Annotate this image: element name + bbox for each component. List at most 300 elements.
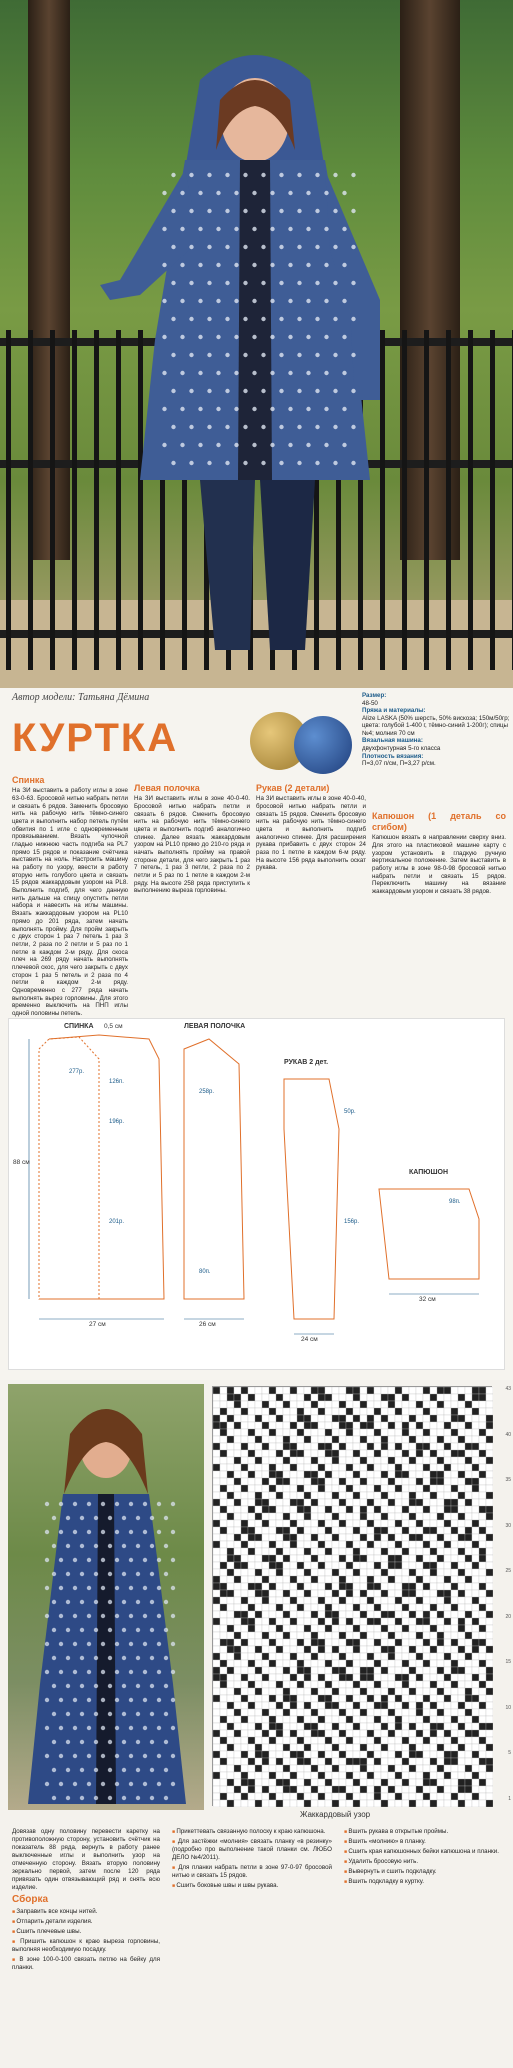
pattern-dot: [108, 1600, 112, 1604]
chart-cell: [241, 1611, 248, 1618]
chart-cell: [472, 1492, 479, 1499]
pattern-dot: [73, 1586, 77, 1590]
chart-cell: [444, 1639, 451, 1646]
chart-cell: [220, 1415, 227, 1422]
pattern-dot: [108, 1712, 112, 1716]
chart-cell: [367, 1597, 374, 1604]
pattern-dot: [216, 227, 220, 231]
chart-cell: [416, 1555, 423, 1562]
pattern-dot: [171, 1642, 175, 1646]
chart-cell: [360, 1611, 367, 1618]
chart-cell: [402, 1639, 409, 1646]
chart-cell: [472, 1499, 479, 1506]
chart-cell: [395, 1779, 402, 1786]
chart-cell: [374, 1667, 381, 1674]
chart-cell: [479, 1457, 486, 1464]
chart-cell: [339, 1695, 346, 1702]
chart-cell: [325, 1618, 332, 1625]
chart-cell: [276, 1471, 283, 1478]
chart-cell: [479, 1758, 486, 1765]
pattern-dot: [189, 389, 193, 393]
chart-cell: [262, 1478, 269, 1485]
chart-cell: [367, 1450, 374, 1457]
chart-cell: [486, 1569, 493, 1576]
chart-cell: [360, 1653, 367, 1660]
chart-cell: [325, 1555, 332, 1562]
chart-cell: [430, 1408, 437, 1415]
chart-cell: [423, 1667, 430, 1674]
chart-cell: [465, 1555, 472, 1562]
chart-cell: [409, 1387, 416, 1394]
chart-cell: [262, 1471, 269, 1478]
chart-cell: [248, 1534, 255, 1541]
chart-cell: [269, 1394, 276, 1401]
chart-cell: [234, 1639, 241, 1646]
chart-cell: [339, 1583, 346, 1590]
chart-cell: [381, 1611, 388, 1618]
chart-cell: [374, 1457, 381, 1464]
chart-cell: [325, 1667, 332, 1674]
chart-cell: [290, 1800, 297, 1807]
chart-cell: [444, 1716, 451, 1723]
chart-cell: [451, 1597, 458, 1604]
chart-cell: [318, 1800, 325, 1807]
chart-cell: [423, 1471, 430, 1478]
chart-cell: [423, 1632, 430, 1639]
chart-cell: [479, 1569, 486, 1576]
chart-cell: [360, 1429, 367, 1436]
chart-cell: [367, 1422, 374, 1429]
pattern-dot: [207, 425, 211, 429]
chart-cell: [409, 1401, 416, 1408]
chart-cell: [409, 1471, 416, 1478]
chart-cell: [290, 1569, 297, 1576]
chart-cell: [409, 1667, 416, 1674]
chart-cell: [304, 1681, 311, 1688]
chart-cell: [304, 1604, 311, 1611]
chart-cell: [283, 1492, 290, 1499]
jacquard-grid: [213, 1387, 493, 1807]
chart-cell: [430, 1436, 437, 1443]
chart-cell: [486, 1597, 493, 1604]
pattern-dot: [80, 1740, 84, 1744]
chart-cell: [472, 1611, 479, 1618]
pattern-dot: [94, 1600, 98, 1604]
pattern-dot: [101, 1530, 105, 1534]
chart-cell: [409, 1779, 416, 1786]
pattern-dot: [45, 1502, 49, 1506]
chart-cell: [318, 1702, 325, 1709]
chart-cell: [458, 1695, 465, 1702]
chart-cell: [430, 1667, 437, 1674]
chart-cell: [283, 1737, 290, 1744]
chart-cell: [437, 1408, 444, 1415]
chart-cell: [318, 1394, 325, 1401]
pattern-dot: [157, 1698, 161, 1702]
chart-cell: [213, 1618, 220, 1625]
chart-cell: [444, 1485, 451, 1492]
chart-cell: [360, 1604, 367, 1611]
pattern-dot: [122, 1572, 126, 1576]
pattern-dot: [150, 1712, 154, 1716]
chart-cell: [262, 1590, 269, 1597]
chart-cell: [248, 1667, 255, 1674]
chart-cell: [437, 1639, 444, 1646]
chart-cell: [332, 1506, 339, 1513]
chart-cell: [241, 1457, 248, 1464]
pattern-dot: [216, 443, 220, 447]
chart-cell: [353, 1611, 360, 1618]
chart-cell: [374, 1751, 381, 1758]
chart-cell: [472, 1394, 479, 1401]
chart-cell: [213, 1611, 220, 1618]
chart-cell: [332, 1394, 339, 1401]
chart-cell: [241, 1695, 248, 1702]
chart-cell: [416, 1618, 423, 1625]
chart-cell: [388, 1793, 395, 1800]
chart-cell: [311, 1723, 318, 1730]
chart-cell: [332, 1555, 339, 1562]
chart-cell: [276, 1485, 283, 1492]
schema-note: 201р.: [109, 1219, 125, 1225]
chart-cell: [472, 1506, 479, 1513]
pattern-dot: [45, 1642, 49, 1646]
chart-cell: [248, 1443, 255, 1450]
chart-cell: [479, 1541, 486, 1548]
chart-cell: [255, 1751, 262, 1758]
chart-cell: [479, 1737, 486, 1744]
chart-cell: [290, 1583, 297, 1590]
chart-cell: [346, 1422, 353, 1429]
chart-cell: [416, 1625, 423, 1632]
chart-cell: [332, 1632, 339, 1639]
chart-cell: [353, 1772, 360, 1779]
chart-cell: [430, 1520, 437, 1527]
chart-cell: [248, 1786, 255, 1793]
chart-cell: [304, 1667, 311, 1674]
chart-cell: [416, 1716, 423, 1723]
chart-cell: [423, 1555, 430, 1562]
chart-cell: [234, 1541, 241, 1548]
chart-cell: [360, 1667, 367, 1674]
chart-cell: [297, 1786, 304, 1793]
chart-cell: [374, 1618, 381, 1625]
chart-cell: [262, 1793, 269, 1800]
chart-cell: [297, 1660, 304, 1667]
chart-cell: [367, 1751, 374, 1758]
chart-cell: [458, 1562, 465, 1569]
chart-cell: [339, 1604, 346, 1611]
chart-cell: [227, 1667, 234, 1674]
chart-cell: [367, 1625, 374, 1632]
chart-cell: [402, 1415, 409, 1422]
chart-cell: [325, 1723, 332, 1730]
chart-cell: [409, 1702, 416, 1709]
chart-cell: [234, 1723, 241, 1730]
chart-cell: [388, 1387, 395, 1394]
pattern-dot: [225, 245, 229, 249]
pattern-dot: [189, 245, 193, 249]
chart-cell: [255, 1422, 262, 1429]
chart-cell: [367, 1800, 374, 1807]
chart-cell: [332, 1485, 339, 1492]
chart-cell: [325, 1576, 332, 1583]
chart-cell: [213, 1674, 220, 1681]
chart-cell: [325, 1716, 332, 1723]
chart-cell: [304, 1499, 311, 1506]
chart-cell: [444, 1450, 451, 1457]
chart-cell: [339, 1534, 346, 1541]
chart-cell: [234, 1758, 241, 1765]
chart-cell: [388, 1555, 395, 1562]
chart-cell: [395, 1639, 402, 1646]
chart-cell: [486, 1576, 493, 1583]
chart-cell: [360, 1541, 367, 1548]
chart-cell: [262, 1667, 269, 1674]
chart-cell: [213, 1723, 220, 1730]
chart-cell: [227, 1415, 234, 1422]
chart-cell: [297, 1772, 304, 1779]
chart-cell: [458, 1709, 465, 1716]
chart-cell: [430, 1772, 437, 1779]
chart-cell: [248, 1450, 255, 1457]
chart-cell: [465, 1604, 472, 1611]
chart-cell: [325, 1408, 332, 1415]
chart-cell: [227, 1443, 234, 1450]
chart-cell: [353, 1485, 360, 1492]
chart-cell: [402, 1688, 409, 1695]
pattern-dot: [143, 1586, 147, 1590]
chart-cell: [437, 1779, 444, 1786]
chart-cell: [213, 1653, 220, 1660]
chart-cell: [430, 1779, 437, 1786]
chart-cell: [234, 1765, 241, 1772]
pattern-dot: [59, 1754, 63, 1758]
chart-cell: [213, 1660, 220, 1667]
chart-cell: [213, 1513, 220, 1520]
chart-cell: [213, 1464, 220, 1471]
chart-cell: [388, 1408, 395, 1415]
chart-cell: [486, 1611, 493, 1618]
chart-cell: [360, 1471, 367, 1478]
chart-cell: [367, 1744, 374, 1751]
chart-cell: [360, 1569, 367, 1576]
list-item: ■ Для планки набрать петли в зоне 97-0-97 бросовой нитью и связать 15 рядов.: [172, 1864, 332, 1880]
chart-cell: [437, 1513, 444, 1520]
chart-cell: [290, 1548, 297, 1555]
chart-cell: [304, 1660, 311, 1667]
chart-cell: [311, 1632, 318, 1639]
chart-cell: [311, 1681, 318, 1688]
chart-cell: [332, 1660, 339, 1667]
chart-cell: [297, 1688, 304, 1695]
pattern-dot: [150, 1628, 154, 1632]
chart-cell: [241, 1464, 248, 1471]
chart-cell: [395, 1716, 402, 1723]
chart-cell: [479, 1590, 486, 1597]
chart-cell: [248, 1506, 255, 1513]
chart-cell: [402, 1576, 409, 1583]
chart-cell: [339, 1674, 346, 1681]
schema-dimension: 27 см: [89, 1321, 106, 1328]
chart-cell: [290, 1408, 297, 1415]
chart-cell: [388, 1639, 395, 1646]
chart-cell: [430, 1744, 437, 1751]
chart-cell: [346, 1555, 353, 1562]
schema-note: 98п.: [449, 1199, 461, 1205]
chart-cell: [437, 1506, 444, 1513]
pattern-dot: [87, 1670, 91, 1674]
pattern-dot: [87, 1502, 91, 1506]
chart-cell: [444, 1765, 451, 1772]
chart-cell: [346, 1786, 353, 1793]
chart-cell: [346, 1744, 353, 1751]
chart-cell: [374, 1611, 381, 1618]
chart-cell: [276, 1667, 283, 1674]
pattern-text-page: [0, 688, 513, 1380]
chart-cell: [416, 1415, 423, 1422]
chart-cell: [304, 1464, 311, 1471]
chart-cell: [402, 1534, 409, 1541]
chart-cell: [269, 1646, 276, 1653]
chart-cell: [486, 1758, 493, 1765]
pattern-dot: [157, 1642, 161, 1646]
chart-cell: [388, 1527, 395, 1534]
chart-cell: [353, 1702, 360, 1709]
pattern-dot: [333, 461, 337, 465]
chart-cell: [430, 1737, 437, 1744]
chart-cell: [269, 1688, 276, 1695]
chart-cell: [444, 1471, 451, 1478]
chart-cell: [248, 1394, 255, 1401]
chart-cell: [325, 1534, 332, 1541]
chart-cell: [353, 1653, 360, 1660]
pattern-dot: [94, 1684, 98, 1688]
chart-cell: [283, 1450, 290, 1457]
chart-cell: [430, 1541, 437, 1548]
chart-cell: [325, 1548, 332, 1555]
chart-cell: [213, 1450, 220, 1457]
chart-cell: [318, 1737, 325, 1744]
chart-cell: [297, 1765, 304, 1772]
pattern-dot: [143, 1670, 147, 1674]
chart-cell: [241, 1443, 248, 1450]
chart-cell: [395, 1548, 402, 1555]
chart-cell: [325, 1604, 332, 1611]
chart-cell: [353, 1422, 360, 1429]
chart-cell: [444, 1590, 451, 1597]
chart-cell: [346, 1653, 353, 1660]
chart-cell: [486, 1618, 493, 1625]
chart-cell: [423, 1779, 430, 1786]
chart-cell: [451, 1443, 458, 1450]
pattern-dot: [108, 1544, 112, 1548]
chart-cell: [437, 1730, 444, 1737]
pattern-dot: [129, 1530, 133, 1534]
chart-cell: [262, 1415, 269, 1422]
pattern-dot: [342, 443, 346, 447]
chart-cell: [451, 1800, 458, 1807]
chart-cell: [262, 1457, 269, 1464]
chart-cell: [255, 1758, 262, 1765]
chart-cell: [402, 1478, 409, 1485]
chart-cell: [458, 1744, 465, 1751]
chart-cell: [227, 1527, 234, 1534]
chart-cell: [360, 1716, 367, 1723]
chart-cell: [234, 1737, 241, 1744]
chart-cell: [318, 1786, 325, 1793]
pattern-dot: [101, 1698, 105, 1702]
pattern-dot: [243, 353, 247, 357]
chart-cell: [465, 1520, 472, 1527]
chart-cell: [416, 1541, 423, 1548]
pattern-dot: [108, 1684, 112, 1688]
chart-cell: [465, 1653, 472, 1660]
chart-cell: [255, 1716, 262, 1723]
spec-value: Alize LASKA (50% шерсть, 50% вискоза; 150м/50гр; цвета: голубой 1-400 г, тёмно-синий 1-200г); спицы №4; молния 70 см: [362, 714, 510, 737]
list-item: ■ Пришить капюшон к краю выреза горловины, выполняя необходимую посадку.: [12, 1938, 160, 1954]
chart-cell: [409, 1415, 416, 1422]
chart-cell: [276, 1450, 283, 1457]
chart-cell: [213, 1737, 220, 1744]
pattern-dot: [73, 1782, 77, 1786]
chart-cell: [213, 1625, 220, 1632]
chart-cell: [325, 1471, 332, 1478]
chart-cell: [381, 1520, 388, 1527]
chart-cell: [388, 1520, 395, 1527]
chart-cell: [290, 1618, 297, 1625]
chart-cell: [381, 1786, 388, 1793]
chart-cell: [213, 1562, 220, 1569]
chart-cell: [479, 1751, 486, 1758]
pattern-dot: [333, 389, 337, 393]
chart-cell: [381, 1534, 388, 1541]
chart-cell: [276, 1716, 283, 1723]
chart-cell: [465, 1499, 472, 1506]
chart-cell: [472, 1450, 479, 1457]
chart-cell: [409, 1653, 416, 1660]
spec-value: двухфонтурная 5-го класса: [362, 744, 441, 752]
chart-cell: [220, 1681, 227, 1688]
chart-cell: [318, 1730, 325, 1737]
chart-cell: [472, 1569, 479, 1576]
pattern-dot: [270, 335, 274, 339]
chart-cell: [395, 1478, 402, 1485]
chart-cell: [465, 1625, 472, 1632]
chart-cell: [304, 1401, 311, 1408]
chart-cell: [269, 1534, 276, 1541]
chart-cell: [367, 1387, 374, 1394]
pattern-dot: [261, 317, 265, 321]
chart-cell: [367, 1492, 374, 1499]
chart-cell: [276, 1492, 283, 1499]
chart-cell: [234, 1597, 241, 1604]
chart-cell: [276, 1786, 283, 1793]
chart-cell: [409, 1611, 416, 1618]
pattern-dot: [59, 1502, 63, 1506]
chart-cell: [276, 1695, 283, 1702]
chart-cell: [255, 1562, 262, 1569]
chart-cell: [458, 1569, 465, 1576]
chart-cell: [458, 1681, 465, 1688]
chart-cell: [346, 1765, 353, 1772]
pattern-dot: [315, 317, 319, 321]
chart-cell: [353, 1527, 360, 1534]
chart-cell: [283, 1569, 290, 1576]
chart-cell: [409, 1520, 416, 1527]
chart-cell: [451, 1520, 458, 1527]
pattern-dot: [189, 461, 193, 465]
